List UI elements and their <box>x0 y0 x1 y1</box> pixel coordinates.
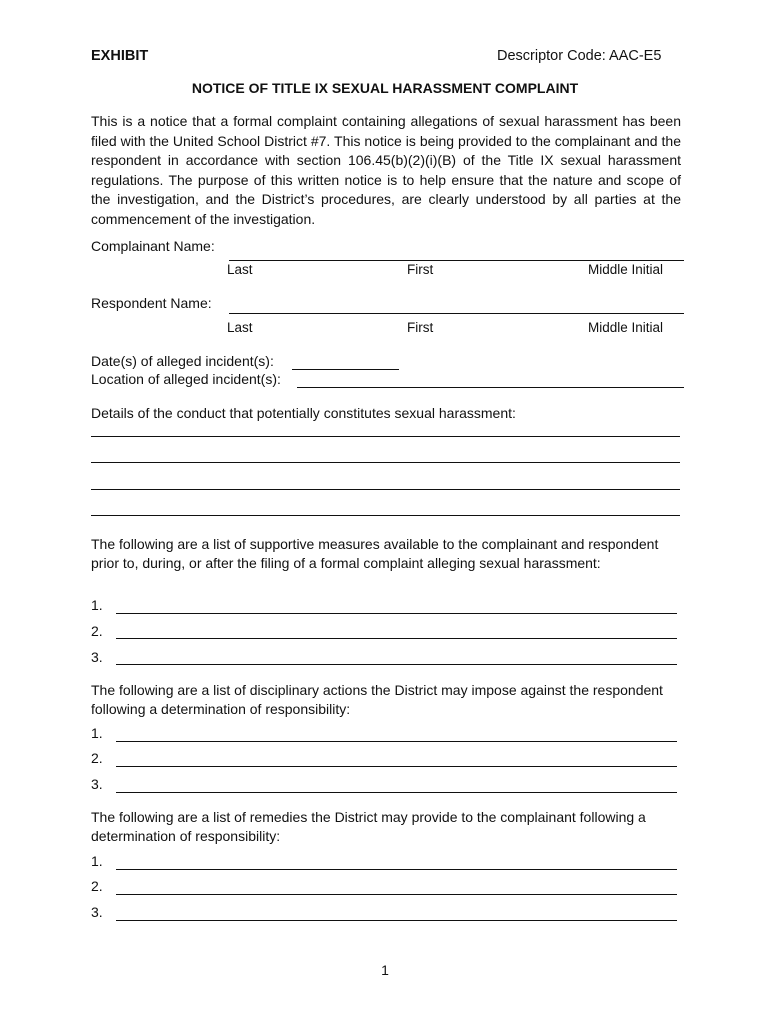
remedies-item-number: 3. <box>91 904 103 920</box>
disciplinary-actions-text: The following are a list of disciplinary actions the District may impose against the respondent following a determination of responsibility: <box>91 682 663 717</box>
details-line-2[interactable] <box>91 462 680 463</box>
remedies-item-line-2[interactable] <box>116 894 677 895</box>
page-number: 1 <box>381 962 389 978</box>
supportive-item-number: 1. <box>91 597 103 613</box>
disciplinary-item-number: 1. <box>91 725 103 741</box>
respondent-first-caption: First <box>407 320 434 335</box>
complainant-middle-caption: Middle Initial <box>588 262 664 277</box>
disciplinary-item-line-3[interactable] <box>116 792 677 793</box>
disciplinary-item-number: 2. <box>91 750 103 766</box>
disciplinary-item-line-1[interactable] <box>116 741 677 742</box>
remedies-item-number: 2. <box>91 878 103 894</box>
complainant-last-caption: Last <box>227 262 253 277</box>
remedies-text: The following are a list of remedies the District may provide to the complainant following a determination of responsibility: <box>91 809 646 844</box>
supportive-item-line-3[interactable] <box>116 664 677 665</box>
respondent-last-caption: Last <box>227 320 253 335</box>
dates-label: Date(s) of alleged incident(s): <box>91 353 274 369</box>
disciplinary-item-line-2[interactable] <box>116 766 677 767</box>
complainant-first-caption: First <box>407 262 434 277</box>
disciplinary-item-number: 3. <box>91 776 103 792</box>
respondent-middle-caption: Middle Initial <box>588 320 664 335</box>
supportive-measures-text: The following are a list of supportive measures available to the complainant and respondent prior to, during, or after the filing of a formal complaint alleging sexual harassment: <box>91 536 659 571</box>
dates-field[interactable] <box>292 369 399 370</box>
intro-paragraph: This is a notice that a formal complaint containing allegations of sexual harassment has been filed with the United School District #7. This notice is being provided to the complainant and the respondent in accordance with section 106.45(b)(2)(i)(B) of the Title IX sexual harassment regulations. The purpose of this written notice is to help ensure that the nature and scope of the investigation, and the District’s procedures, are clearly understood by all parties at the commencement of the investigation. <box>91 113 681 227</box>
location-field[interactable] <box>297 387 684 388</box>
page-title: NOTICE OF TITLE IX SEXUAL HARASSMENT COMPLAINT <box>191 80 579 96</box>
supportive-item-number: 2. <box>91 623 103 639</box>
location-label: Location of alleged incident(s): <box>91 371 281 387</box>
supportive-item-number: 3. <box>91 649 103 665</box>
descriptor-code: Descriptor Code: AAC-E5 <box>497 48 662 64</box>
remedies-item-number: 1. <box>91 853 103 869</box>
details-label: Details of the conduct that potentially constitutes sexual harassment: <box>91 405 516 421</box>
details-line-4[interactable] <box>91 515 680 516</box>
remedies-item-line-1[interactable] <box>116 869 677 870</box>
complainant-label: Complainant Name: <box>91 238 215 254</box>
complainant-name-field[interactable] <box>229 260 684 261</box>
exhibit-label: EXHIBIT <box>91 48 149 64</box>
details-line-1[interactable] <box>91 436 680 437</box>
supportive-item-line-2[interactable] <box>116 638 677 639</box>
remedies-item-line-3[interactable] <box>116 920 677 921</box>
respondent-name-field[interactable] <box>229 313 684 314</box>
details-line-3[interactable] <box>91 489 680 490</box>
supportive-item-line-1[interactable] <box>116 613 677 614</box>
respondent-label: Respondent Name: <box>91 295 212 311</box>
